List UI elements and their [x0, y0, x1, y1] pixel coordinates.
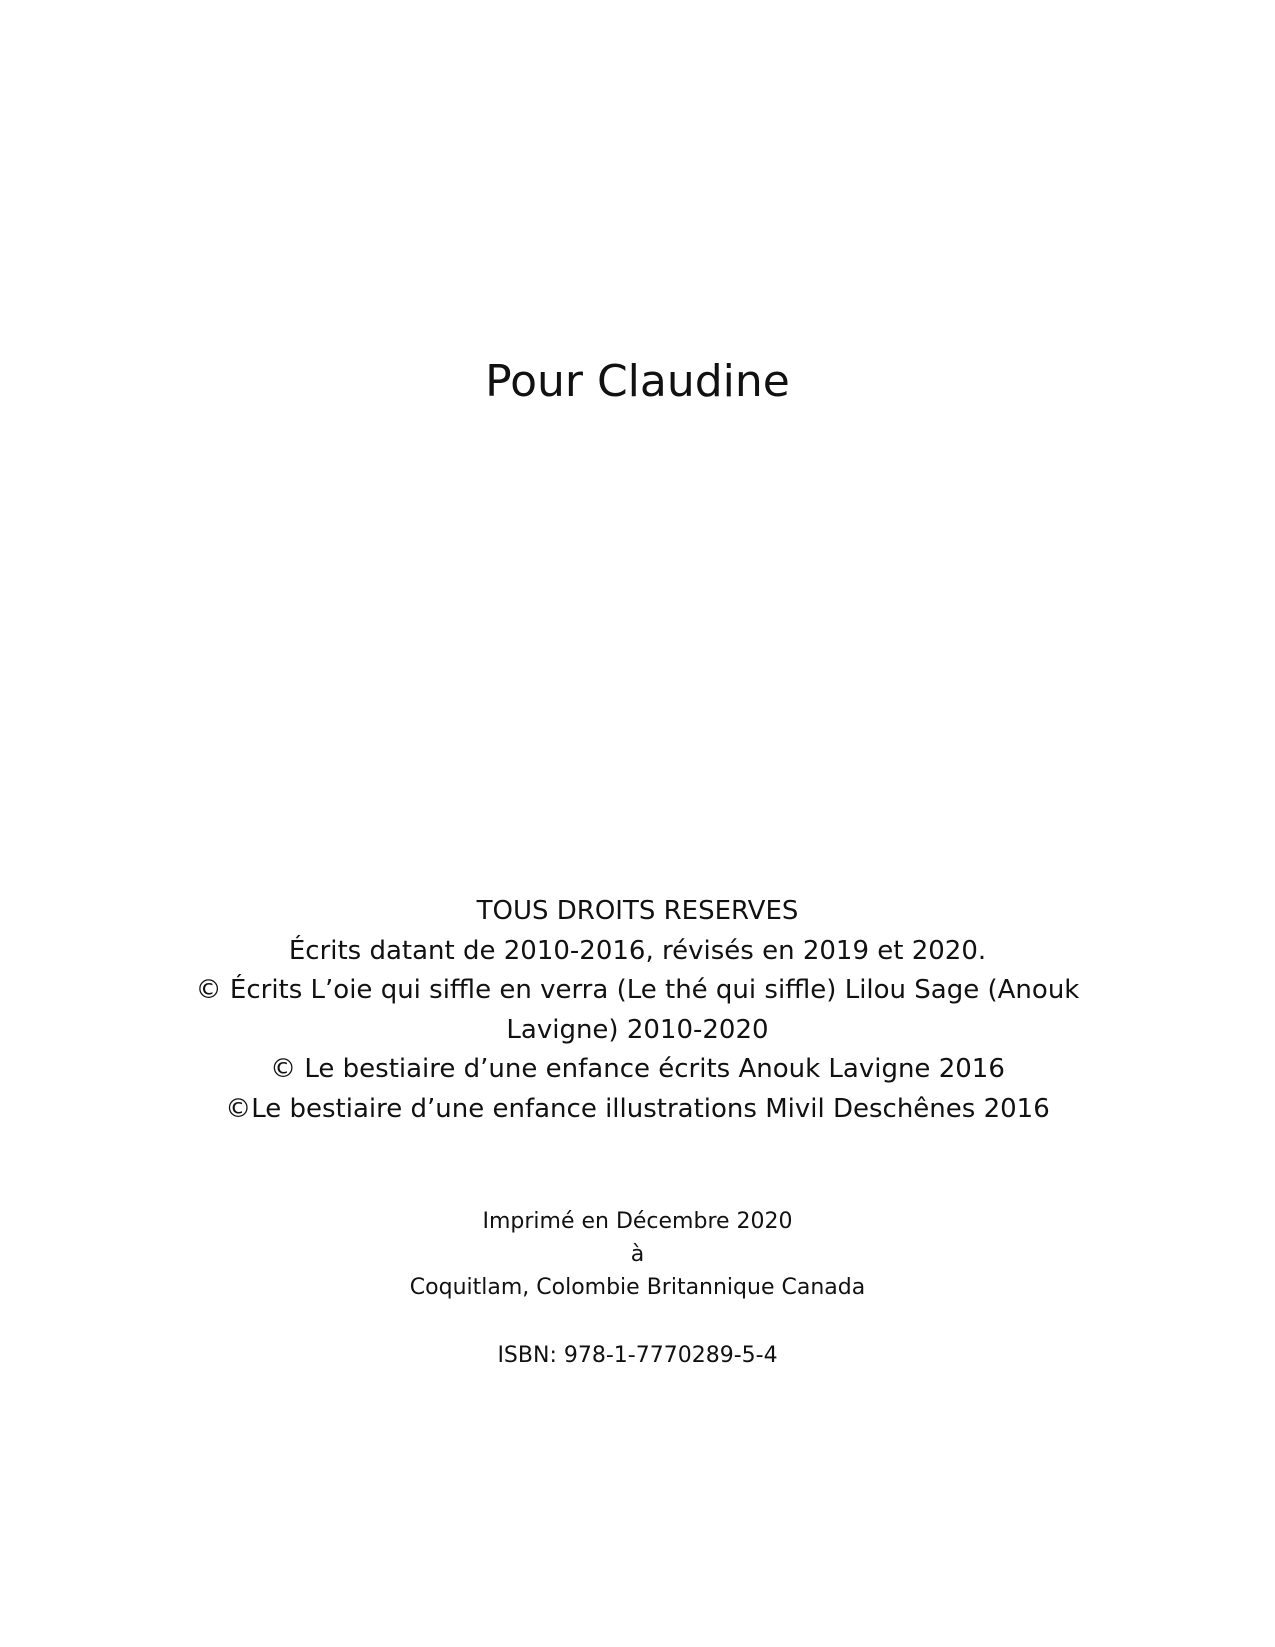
print-preposition: à [630, 1242, 645, 1267]
rights-line-writings-copyright: © Écrits L’oie qui siffle en verra (Le thé qui siffle) Lilou Sage (Anouk [195, 975, 1080, 1005]
rights-heading: TOUS DROITS RESERVES [476, 896, 799, 926]
isbn: ISBN: 978-1-7770289-5-4 [497, 1343, 778, 1368]
rights-line-bestiary-writings: © Le bestiaire d’une enfance écrits Anouk Lavigne 2016 [270, 1054, 1005, 1084]
print-date: Imprimé en Décembre 2020 [482, 1209, 793, 1234]
rights-line-writings-copyright-cont: Lavigne) 2010-2020 [506, 1014, 769, 1045]
rights-line-writing-dates: Écrits datant de 2010-2016, révisés en 2019 et 2020. [288, 935, 987, 966]
rights-line-bestiary-illustrations: ©Le bestiaire d’une enfance illustrations Mivil Deschênes 2016 [225, 1093, 1050, 1124]
printing-info [0, 1205, 1275, 1304]
dedication: Pour Claudine [485, 356, 790, 407]
print-place: Coquitlam, Colombie Britannique Canada [409, 1275, 866, 1300]
copyright-block [180, 892, 1095, 1129]
